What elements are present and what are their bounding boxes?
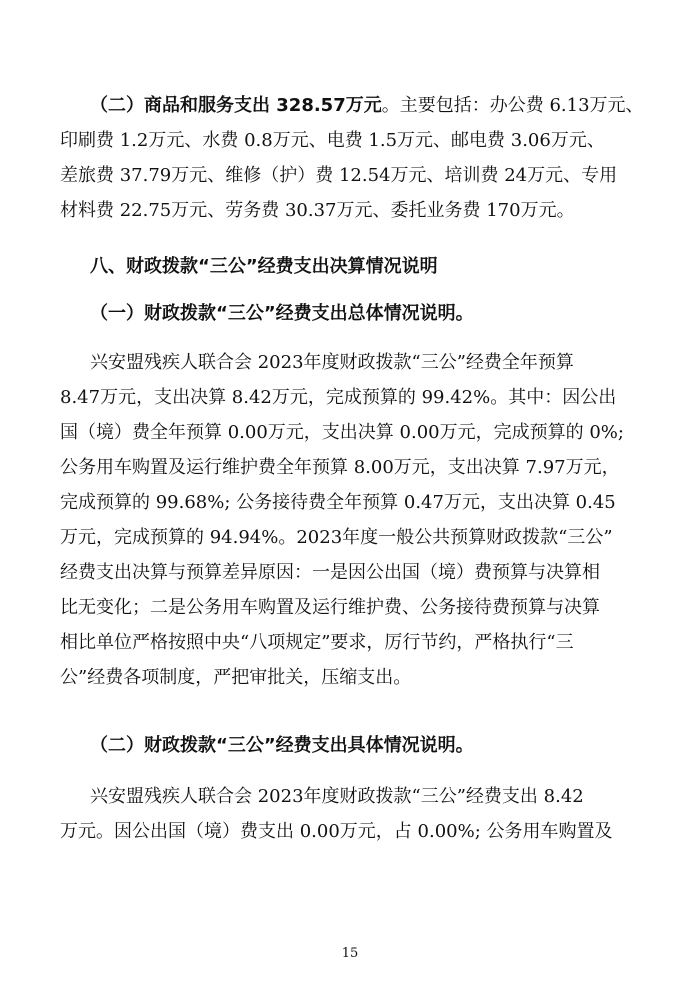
specific-line-2: 万元。因公出国（境）费支出 0.00万元，占 0.00%; 公务用车购置及: [60, 821, 613, 842]
overall-line-7: 经费支出决算与预算差异原因：一是因公出国（境）费预算与决算相: [60, 562, 600, 583]
section-8-1-heading: （一）财政拨款“三公”经费支出总体情况说明。: [90, 303, 474, 324]
overall-paragraph: [60, 345, 660, 695]
specific-line-1: 兴安盟残疾人联合会 2023年度财政拨款“三公”经费支出 8.42: [90, 786, 584, 807]
overall-line-4: 公务用车购置及运行维护费全年预算 8.00万元，支出决算 7.97万元，: [60, 457, 620, 478]
overall-line-8: 比无变化；二是公务用车购置及运行维护费、公务接待费预算与决算: [60, 597, 600, 618]
overall-line-3: 国（境）费全年预算 0.00万元，支出决算 0.00万元，完成预算的 0%;: [60, 422, 624, 443]
overall-line-1: 兴安盟残疾人联合会 2023年度财政拨款“三公”经费全年预算: [90, 352, 574, 373]
goods-heading: （二）商品和服务支出 328.57万元: [90, 95, 382, 116]
page-number: 15: [341, 946, 359, 961]
goods-services-paragraph: [60, 88, 660, 228]
overall-line-9: 相比单位严格按照中央“八项规定”要求，厉行节约，严格执行“三: [60, 632, 574, 653]
overall-line-2: 8.47万元，支出决算 8.42万元，完成预算的 99.42%。其中：因公出: [60, 387, 617, 408]
goods-line-1: （二）商品和服务支出 328.57万元。主要包括：办公费 6.13万元、: [90, 95, 644, 116]
specific-paragraph: [60, 779, 660, 849]
overall-line-5: 完成预算的 99.68%; 公务接待费全年预算 0.47万元，支出决算 0.45: [60, 492, 616, 513]
goods-line-3: 差旅费 37.79万元、维修（护）费 12.54万元、培训费 24万元、专用: [60, 165, 618, 186]
overall-line-6: 万元，完成预算的 94.94%。2023年度一般公共预算财政拨款“三公”: [60, 527, 613, 548]
section-8-2-heading: （二）财政拨款“三公”经费支出具体情况说明。: [90, 735, 474, 756]
section-8-heading: 八、财政拨款“三公”经费支出决算情况说明: [90, 256, 438, 277]
goods-line-4: 材料费 22.75万元、劳务费 30.37万元、委托业务费 170万元。: [60, 200, 575, 221]
overall-line-10: 公”经费各项制度，严把审批关，压缩支出。: [60, 667, 412, 688]
goods-line-2: 印刷费 1.2万元、水费 0.8万元、电费 1.5万元、邮电费 3.06万元、: [60, 130, 605, 151]
